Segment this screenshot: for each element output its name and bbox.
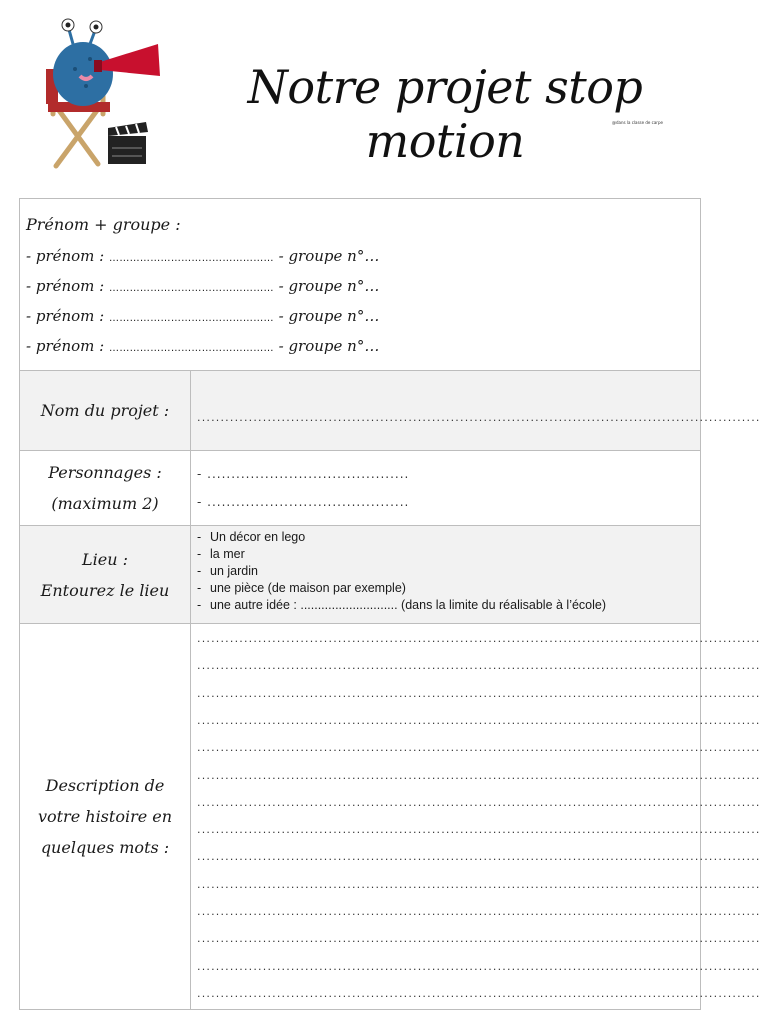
student-line[interactable] — [26, 337, 379, 355]
place-section — [20, 526, 700, 624]
project-name-section — [20, 371, 761, 451]
prenom-label: - prénom : — [26, 247, 105, 265]
description-line[interactable]: ........................................................................................................................ — [197, 713, 761, 727]
page-title: Notre projet stop motion — [247, 60, 643, 168]
prenom-blank[interactable]: ………………………………………… — [109, 343, 274, 354]
description-line[interactable]: ........................................................................................................................ — [197, 850, 761, 864]
description-line[interactable]: ........................................................................................................................ — [197, 768, 761, 782]
place-option[interactable]: - une autre idée : ............................ (dans la limite du réalisable à l’école) — [197, 597, 606, 614]
characters-cell — [191, 451, 700, 525]
description-line[interactable]: ........................................................................................................................ — [197, 877, 761, 891]
project-form — [19, 198, 761, 1010]
mascot-director-illustration — [28, 14, 178, 179]
credit-text: @dans la classe de carpe — [612, 120, 663, 125]
groupe-label: - groupe n°… — [278, 307, 380, 325]
characters-label — [20, 451, 191, 525]
place-label-line1: Lieu : — [81, 549, 128, 569]
place-label-line2: Entourez le lieu — [40, 580, 170, 600]
characters-section — [20, 451, 700, 526]
character-line[interactable]: - .......................................... — [197, 467, 410, 481]
place-option[interactable]: - un jardin — [197, 563, 606, 580]
description-label-line3: quelques mots : — [40, 838, 170, 857]
place-label — [20, 526, 191, 623]
groupe-label: - groupe n°… — [278, 247, 380, 265]
place-option[interactable]: - une pièce (de maison par exemple) — [197, 580, 606, 597]
description-section — [20, 624, 761, 1009]
prenom-label: - prénom : — [26, 277, 105, 295]
description-line[interactable]: ........................................................................................................................ — [197, 905, 761, 918]
place-option[interactable]: - Un décor en lego — [197, 529, 606, 546]
groupe-label: - groupe n°… — [278, 277, 380, 295]
description-line[interactable]: ........................................................................................................................ — [197, 986, 761, 1000]
description-label-line2: votre histoire en — [37, 807, 173, 826]
description-line[interactable]: ........................................................................................................................ — [197, 686, 761, 700]
student-line[interactable] — [26, 277, 379, 295]
description-line[interactable]: ........................................................................................................................ — [197, 632, 761, 645]
project-name-cell — [191, 371, 761, 450]
students-title: Prénom + groupe : — [26, 215, 181, 234]
place-option[interactable]: - la mer — [197, 546, 606, 563]
place-cell — [191, 526, 700, 623]
groupe-label: - groupe n°… — [278, 337, 380, 355]
description-line[interactable]: ........................................................................................................................ — [197, 741, 761, 755]
header — [0, 0, 721, 190]
character-line[interactable]: - .......................................... — [197, 495, 410, 509]
description-label — [20, 624, 191, 1009]
prenom-label: - prénom : — [26, 307, 105, 325]
description-line[interactable]: ........................................................................................................................ — [197, 795, 761, 809]
prenom-blank[interactable]: ………………………………………… — [109, 313, 274, 324]
prenom-label: - prénom : — [26, 337, 105, 355]
prenom-blank[interactable]: ………………………………………… — [109, 283, 274, 294]
project-name-line[interactable]: ........................................................................................................................ — [197, 411, 761, 424]
description-line[interactable]: ........................................................................................................................ — [197, 659, 761, 673]
students-section — [20, 199, 700, 371]
description-line[interactable]: ........................................................................................................................ — [197, 959, 761, 973]
student-line[interactable] — [26, 247, 379, 265]
description-line[interactable]: ........................................................................................................................ — [197, 823, 761, 837]
characters-label-line1: Personnages : — [48, 463, 162, 482]
description-label-line1: Description de — [45, 776, 165, 795]
description-line[interactable]: ........................................................................................................................ — [197, 932, 761, 946]
place-options-list — [197, 529, 606, 614]
description-cell — [191, 624, 761, 1009]
prenom-blank[interactable]: ………………………………………… — [109, 253, 274, 264]
characters-label-line2: (maximum 2) — [51, 494, 159, 513]
student-line[interactable] — [26, 307, 379, 325]
project-name-label: Nom du projet : — [20, 371, 191, 450]
